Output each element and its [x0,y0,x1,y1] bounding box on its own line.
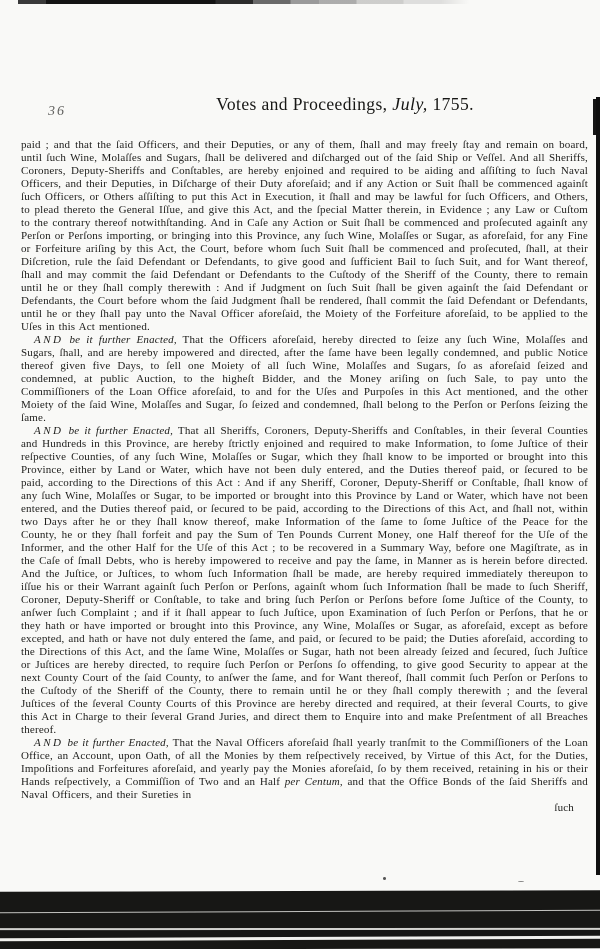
page-edge-streak [0,928,600,930]
paragraph-text: That the Officers aforeſaid, hereby directed to ſeize any ſuch Wine, Molaſſes and Sugars, ſhall, and are hereby impowered and directed, after the ſame have been legally condemned, and public Notice thereof given five Days, to ſell one Moiety of all ſuch Wine, Molaſſes and Sugars, ſo as aforeſaid ſeized and condemned, at public Auction, to the higheſt Bidder, and the Money ariſing on ſuch Sale, to pay unto the Commiſſioners of the Loan Office aforeſaid, to and for the Uſes and Purpoſes in this Act mentioned, and the other Moiety of the ſaid Wine, Molaſſes and Sugar, ſo ſeized and condemned, ſhall belong to the Perſon or Perſons ſeizing the ſame. [21,334,588,424]
catchword: ſuch [554,802,574,814]
enacting-formula: AND be it further Enacted, [34,737,169,749]
page-number: 36 [48,104,66,119]
paragraph-continuation [21,139,588,334]
scan-artifact-bottom-band [0,890,600,949]
paragraph-text: That the Naval Officers aforeſaid ſhall yearly tranſmit to the Commiſſioners of the Loan Office, an Account, upon Oath, of all the Monies by them reſpectively received, by Virtue of this Act, for the Duties, Impoſitions and Forfeitures aforeſaid, and yearly pay the Monies aforeſaid, ſo by them received, retaining in his or their Hands reſpectively, a Commiſſion of Two and an Half [21,737,588,788]
paragraph-text: That all Sheriffs, Coroners, Deputy-Sheriffs and Conſtables, in their ſeveral Counties and Hundreds in this Province, are hereby ſtrictly enjoined and required to make Information, to ſome Juſtice of their reſpective Counties, of any ſuch Wine, Molaſſes or Sugar, which they ſhall know to be imported or brought into this Province, either by Land or Water, which have not been duly entered, and the Duties thereof paid, or ſecured to be paid, according to the Directions of this Act : And if any Sheriff, Coroner, Deputy-Sheriff or Conſtable, ſhall know of any ſuch Wine, Molaſſes or Sugar, to be imported or brought into this Province by Land or Water, which have not been entered, and the Duties thereof paid, or ſecured to be paid, according to the Directions of this Act, and ſhall not, within two Days after he or they ſhall know thereof, make Information of the ſame to ſome Juſtice of the Peace for the County, he or they ſhall forfeit and pay the Sum of Ten Pounds Current Money, one Half thereof for the Uſe of the Informer, and the other Half for the Uſe of this Act ; to be recovered in a Summary Way, before one Magiſtrate, as in the Caſe of ſmall Debts, who is hereby impowered to receive and pay the ſame, in Manner as is herein before directed. And the Juſtice, or Juſtices, to whom ſuch Information ſhall be made, are hereby required immediately thereupon to iſſue his or their Warrant againſt ſuch Perſon or Perſons, againſt whom ſuch Information ſhall be made to ſuch Sheriff, Coroner, Deputy-Sheriff or Conſtable, to take and bring ſuch Perſon or Perſons before ſome Juſtice of the County, to anſwer ſuch Complaint ; and if it ſhall appear to ſuch Juſtice, upon Examination of ſuch Perſon or Perſons, that he or they hath or have imported or brought into this Province, any Wine, Molaſſes or Sugar, as aforeſaid, except as before excepted, and hath or have not duly entered the ſame, and paid, or ſecured to be paid; the Duties aforeſaid, according to the Directions of this Act, and the ſame Wine, Molaſſes or Sugar, hath not been already ſeized and ſecured, ſuch Juſtice or Juſtices are hereby directed, to require ſuch Perſon or Perſons ſo offending, to give good Security to appear at the next County Court of the ſaid County, to anſwer the ſame, and for Want thereof, ſhall commit ſuch Perſon or Perſons to the Cuſtody of the Sheriff of the County, there to remain until he or they ſhall comply therewith ; and the ſeveral Juſtices of the ſeveral County Courts of this Province are hereby directed and required, at their ſeveral Courts, to give this Act in Charge to their ſeveral Grand Juries, and direct them to Enquire into and make Preſentment of all Breaches thereof. [21,425,588,736]
paragraph-enacting-clause-3 [21,737,588,802]
enacting-formula: AND be it further Enacted, [34,425,174,437]
paragraph-enacting-clause-1 [21,334,588,425]
latin-phrase: per Centum, [284,776,343,788]
running-title-year: 1755. [432,94,474,114]
scan-speck [518,881,524,882]
page-header [0,94,600,128]
scan-artifact-right-edge [596,97,600,875]
scan-speck [383,877,386,880]
running-title-text: Votes and Proceedings, [216,94,388,114]
paragraph-text-after: and that the Office Bonds of the ſaid Sheriffs and Naval Officers, and their Sureties in [21,776,588,801]
running-title [120,94,570,115]
scan-artifact-top-edge [18,0,488,4]
page-edge-streak [0,936,600,941]
paragraph-text: paid ; and that the ſaid Officers, and their Deputies, or any of them, ſhall and may freely ſtay and remain on board, until ſuch Wine, Molaſſes and Sugars, ſhall be delivered and diſcharged out of the ſaid Ship or Veſſel. And all Sheriffs, Coroners, Deputy-Sheriffs and Conſtables, are hereby enjoined and required to be aiding and aſſiſting to ſuch Naval Officers, and their Deputies, in Diſcharge of their Duty aforeſaid; and if any Action or Suit ſhall be commenced againſt ſuch Officers, or Others aſſiſting to put this Act in Execution, it ſhall and may be lawful for ſuch Officers, and Others, to plead thereto the General Iſſue, and give this Act, and the ſpecial Matter therein, in Evidence ; any Law or Cuſtom to the contrary thereof notwithſtanding. And in Caſe any Action or Suit ſhall be commenced and proſecuted againſt any Perſon or Perſons importing, or bringing into this Province, any ſuch Wine, Molaſſes or Sugar, as aforeſaid, for any Fine or Forfeiture ariſing by this Act, the Court, before whom ſuch Suit ſhall be commenced and proſecuted, ſhall, at their Diſcretion, rule the ſaid Defendant or Defendants, to give good and ſufficient Bail to ſuch Suit, and for Want thereof, ſhall and may commit the ſaid Defendant or Defendants to the Cuſtody of the Sheriff of the County, there to remain until he or they ſhall comply therewith : And if Judgment on ſuch Suit ſhall be given againſt the ſaid Defendant or Defendants, the Court before whom the ſaid Judgment ſhall be rendered, ſhall commit the ſaid Defendant or Defendants, until he or they ſhall pay unto the Naval Officer aforeſaid, the Moiety of the Forfeiture aforeſaid, to be applied to the Uſes in this Act mentioned. [21,139,588,333]
page-edge-streak [0,910,600,914]
paragraph-enacting-clause-2 [21,425,588,737]
enacting-formula: AND be it further Enacted, [34,334,177,346]
running-title-month: July, [392,94,428,114]
act-body-text [21,139,588,855]
